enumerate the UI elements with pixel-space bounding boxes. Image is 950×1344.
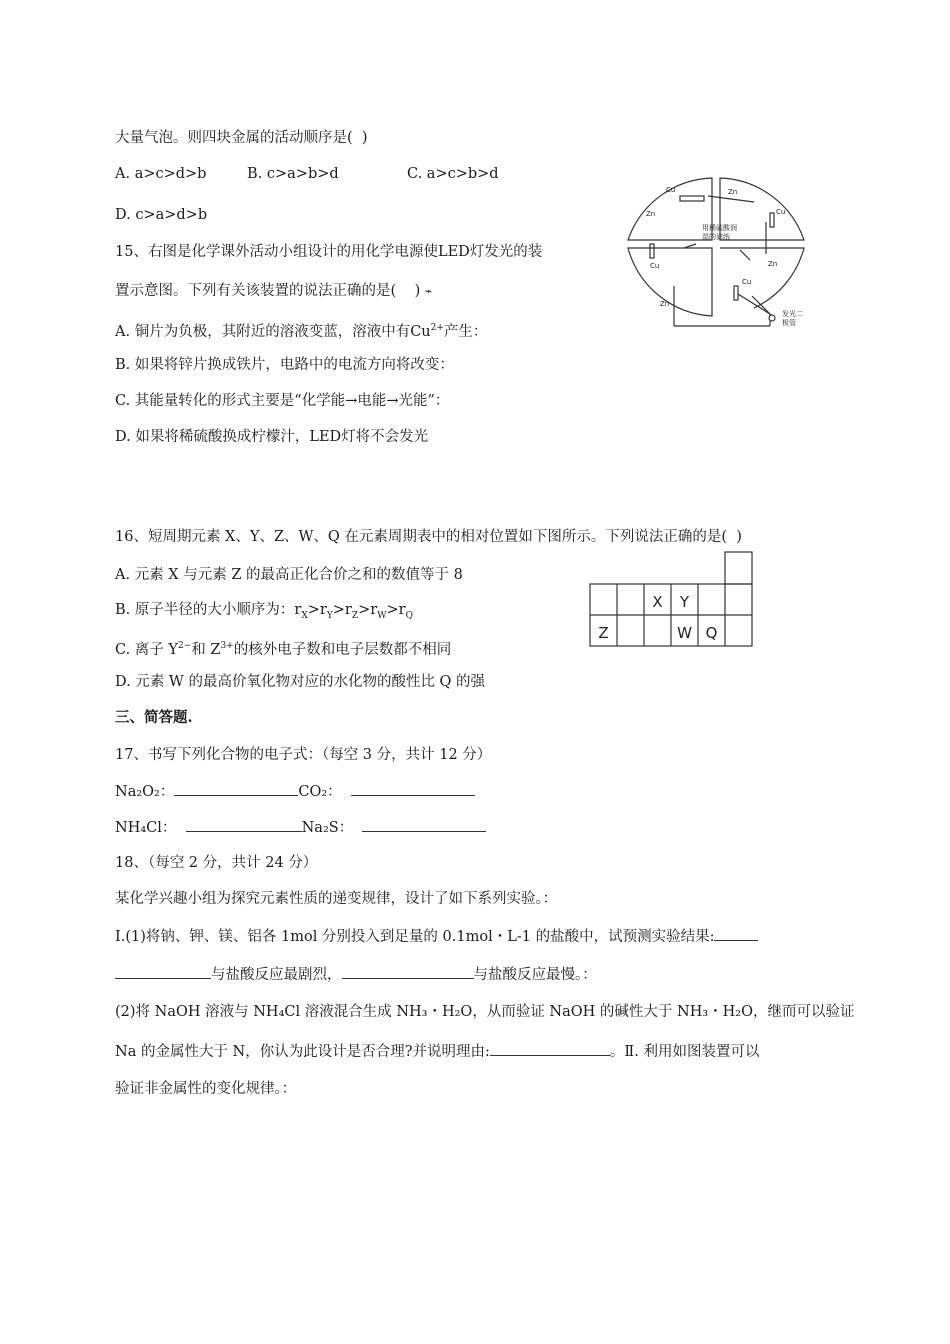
q18-part1-text-c: 与盐酸反应最慢。： [473, 967, 597, 983]
q14-option-a: A. a>c>d>b [115, 166, 207, 182]
q17-row2 [115, 817, 486, 838]
q18-part1-text-b: 与盐酸反应最剧烈， [211, 967, 342, 983]
q18-intro: 某化学兴趣小组为探究元素性质的递变规律，设计了如下系列实验。： [115, 891, 558, 907]
zn-label-2: Zn [646, 210, 656, 218]
q16-option-c [115, 636, 451, 660]
q17-stem: 17、书写下列化合物的电子式：（每空 3 分，共计 12 分） [115, 747, 492, 763]
zn-label-1: Zn [728, 188, 738, 196]
q17-nh4cl-label: NH₄Cl： [115, 820, 177, 836]
q17-na2s-blank[interactable] [362, 817, 486, 832]
q17-nh4cl-blank[interactable] [186, 817, 302, 832]
q14-option-c: C. a>c>b>d [407, 166, 499, 182]
q18-part1-blank-a[interactable] [714, 926, 758, 941]
q17-row1 [115, 781, 475, 802]
mouse-cursor-icon: ⌁ [424, 284, 433, 298]
radius-order: $r_X>r_Y>r_Z>r_W>r_Q$ [294, 602, 413, 621]
q15-option-c: C. 其能量转化的形式主要是“化学能→电能→光能”： [115, 393, 450, 409]
q15-option-a-tail: 产生： [443, 323, 488, 340]
q18-stem: 18、（每空 2 分，共计 24 分） [115, 855, 318, 871]
q15-option-b: B. 如果将锌片换成铁片，电路中的电流方向将改变： [115, 357, 454, 373]
cu-label-1: Cu [666, 186, 676, 194]
q18-part1-blank-b[interactable] [115, 964, 211, 979]
q15-stem-line2 [115, 281, 432, 301]
q16-option-b [115, 600, 413, 626]
radius-sub-y: Y [326, 610, 333, 621]
cu-label-4: Cu [742, 278, 752, 286]
filter-paper-label-2: 湿的滤纸 [702, 233, 730, 241]
radius-sub-x: X [301, 610, 308, 621]
cu-label-2: Cu [776, 208, 786, 216]
q16-option-c-sup2: 3+ [220, 641, 234, 651]
led-label-2: 极管 [782, 319, 796, 327]
q18-part1-blank-c[interactable] [342, 964, 474, 979]
cell-x: X [652, 593, 663, 611]
q18-part2-line3: 验证非金属性的变化规律。： [115, 1081, 297, 1097]
led-label-1: 发光二 [782, 310, 803, 318]
q18-part2-text-b: 。Ⅱ. 利用如图装置可以 [609, 1044, 760, 1060]
q14-stem-tail: 大量气泡。则四块金属的活动顺序是( ) [115, 130, 368, 146]
filter-paper-label-1: 用稀硫酸润 [702, 224, 737, 232]
cell-y: Y [679, 593, 690, 611]
q18-part2-line2 [115, 1041, 759, 1062]
zn-label-3: Zn [768, 260, 778, 268]
q14-option-d: D. c>a>d>b [115, 207, 208, 223]
q16-option-d: D. 元素 W 的最高价氧化物对应的水化物的酸性比 Q 的强 [115, 674, 486, 690]
section-heading: 三、简答题. [115, 709, 193, 726]
q15-stem-line2-text: 置示意图。下列有关该装置的说法正确的是( ) [115, 283, 421, 299]
zn-label-4: Zn [660, 300, 670, 308]
q18-part1-text: Ⅰ.(1)将钠、钾、镁、铝各 1mol 分别投入到足量的 0.1mol・L-1 的盐酸中，试预测实验结果: [115, 929, 715, 945]
q16-option-b-text: B. 原子半径的大小顺序为： [115, 602, 295, 618]
q18-part1-line1 [115, 926, 758, 947]
q18-part2-text-a: Na 的金属性大于 N，你认为此设计是否合理?并说明理由: [115, 1044, 490, 1060]
cell-q: Q [705, 624, 718, 642]
q16-option-c-sup1: 2− [177, 641, 192, 651]
q17-na2o2-blank[interactable] [174, 781, 298, 796]
q15-option-a-text: A. 铜片为负极，其附近的溶液变蓝，溶液中有Cu [115, 323, 431, 340]
q17-co2-blank[interactable] [351, 781, 475, 796]
q18-part1-line2 [115, 964, 597, 985]
q16-option-a: A. 元素 X 与元素 Z 的最高正化合价之和的数值等于 8 [115, 567, 463, 583]
q16-option-c-post: 的核外电子数和电子层数都不相同 [233, 641, 452, 658]
q14-option-b: B. c>a>b>d [247, 166, 339, 182]
q16-stem: 16、短周期元素 X、Y、Z、W、Q 在元素周期表中的相对位置如下图所示。下列说法正确的是( ) [115, 529, 742, 545]
q18-part2-blank[interactable] [490, 1041, 610, 1056]
q15-option-d: D. 如果将稀硫酸换成柠檬汁，LED灯将不会发光 [115, 429, 429, 445]
q14-options-row [115, 164, 499, 184]
q16-option-c-mid: 和 Z [191, 641, 221, 658]
q16-option-c-pre: C. 离子 Y [115, 641, 178, 658]
radius-sub-w: W [377, 610, 387, 621]
q15-stem-line1: 15、右图是化学课外活动小组设计的用化学电源使LED灯发光的装 [115, 244, 543, 260]
cell-z: Z [598, 624, 609, 642]
led-battery-diagram [622, 176, 818, 334]
q18-part2-line1: (2)将 NaOH 溶液与 NH₄Cl 溶液混合生成 NH₃・H₂O，从而验证 NaOH 的碱性大于 NH₃・H₂O，继而可以验证 [115, 1004, 855, 1020]
q17-co2-label: CO₂： [298, 784, 342, 800]
radius-sub-z: Z [351, 610, 359, 621]
cu-label-3: Cu [650, 262, 660, 270]
q17-na2s-label: Na₂S： [301, 820, 354, 836]
q15-option-a-sup: 2+ [430, 323, 444, 333]
q15-option-a [115, 318, 487, 342]
periodic-table-fragment [588, 550, 754, 648]
cell-w: W [677, 624, 692, 642]
radius-sub-q: Q [405, 610, 413, 621]
q17-na2o2-label: Na₂O₂： [115, 784, 175, 800]
